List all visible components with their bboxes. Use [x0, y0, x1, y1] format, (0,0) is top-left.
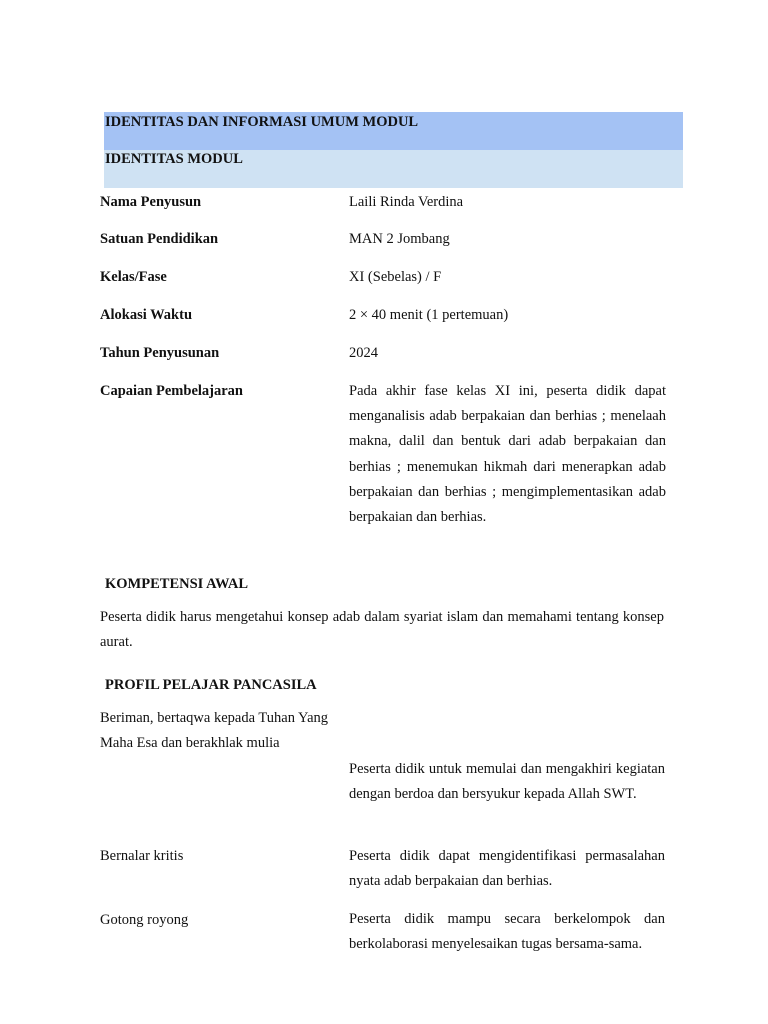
module-subtitle: IDENTITAS MODUL	[105, 151, 243, 167]
profil-desc-gotong-royong: Peserta didik mampu secara berkelompok dan berkolaborasi menyelesaikan tugas bersama-sama.	[349, 911, 665, 953]
value-kelas-fase: XI (Sebelas) / F	[349, 269, 442, 285]
label-alokasi-waktu: Alokasi Waktu	[100, 307, 193, 323]
label-tahun-penyusunan: Tahun Penyusunan	[100, 345, 220, 361]
heading-kompetensi-awal: KOMPETENSI AWAL	[105, 576, 249, 592]
module-title: IDENTITAS DAN INFORMASI UMUM MODUL	[105, 114, 419, 130]
profil-label-beriman: Beriman, bertaqwa kepada Tuhan Yang Maha Esa dan berakhlak mulia	[100, 710, 328, 752]
value-tahun-penyusunan: 2024	[349, 345, 378, 361]
label-satuan-pendidikan: Satuan Pendidikan	[100, 231, 219, 247]
label-capaian-pembelajaran: Capaian Pembelajaran	[100, 383, 243, 399]
text-kompetensi-awal: Peserta didik harus mengetahui konsep adab dalam syariat islam dan memahami tentang konsep aurat.	[100, 609, 664, 651]
label-kelas-fase: Kelas/Fase	[100, 269, 167, 285]
module-title-bar	[104, 112, 683, 150]
label-nama-penyusun: Nama Penyusun	[100, 194, 202, 210]
profil-desc-bernalar-kritis: Peserta didik dapat mengidentifikasi permasalahan nyata adab berpakaian dan berhias.	[349, 848, 665, 890]
value-nama-penyusun: Laili Rinda Verdina	[349, 194, 464, 210]
profil-label-bernalar-kritis: Bernalar kritis	[100, 848, 184, 864]
profil-label-gotong-royong: Gotong royong	[100, 912, 189, 928]
value-capaian-pembelajaran: Pada akhir fase kelas XI ini, peserta didik dapat menganalisis adab berpakaian dan berhias ; menelaah makna, dalil dan bentuk dari adab berpakaian dan berhias ; menemukan hikmah dari menerapkan adab berpakaian dan berhias ; mengimplementasikan adab berpakaian dan berhias.	[349, 383, 666, 526]
value-satuan-pendidikan: MAN 2 Jombang	[349, 231, 450, 247]
module-subtitle-bar	[104, 150, 683, 188]
heading-profil-pelajar-pancasila: PROFIL PELAJAR PANCASILA	[105, 677, 317, 693]
value-alokasi-waktu: 2 × 40 menit (1 pertemuan)	[349, 307, 509, 323]
profil-desc-beriman: Peserta didik untuk memulai dan mengakhiri kegiatan dengan berdoa dan bersyukur kepada Allah SWT.	[349, 761, 665, 803]
